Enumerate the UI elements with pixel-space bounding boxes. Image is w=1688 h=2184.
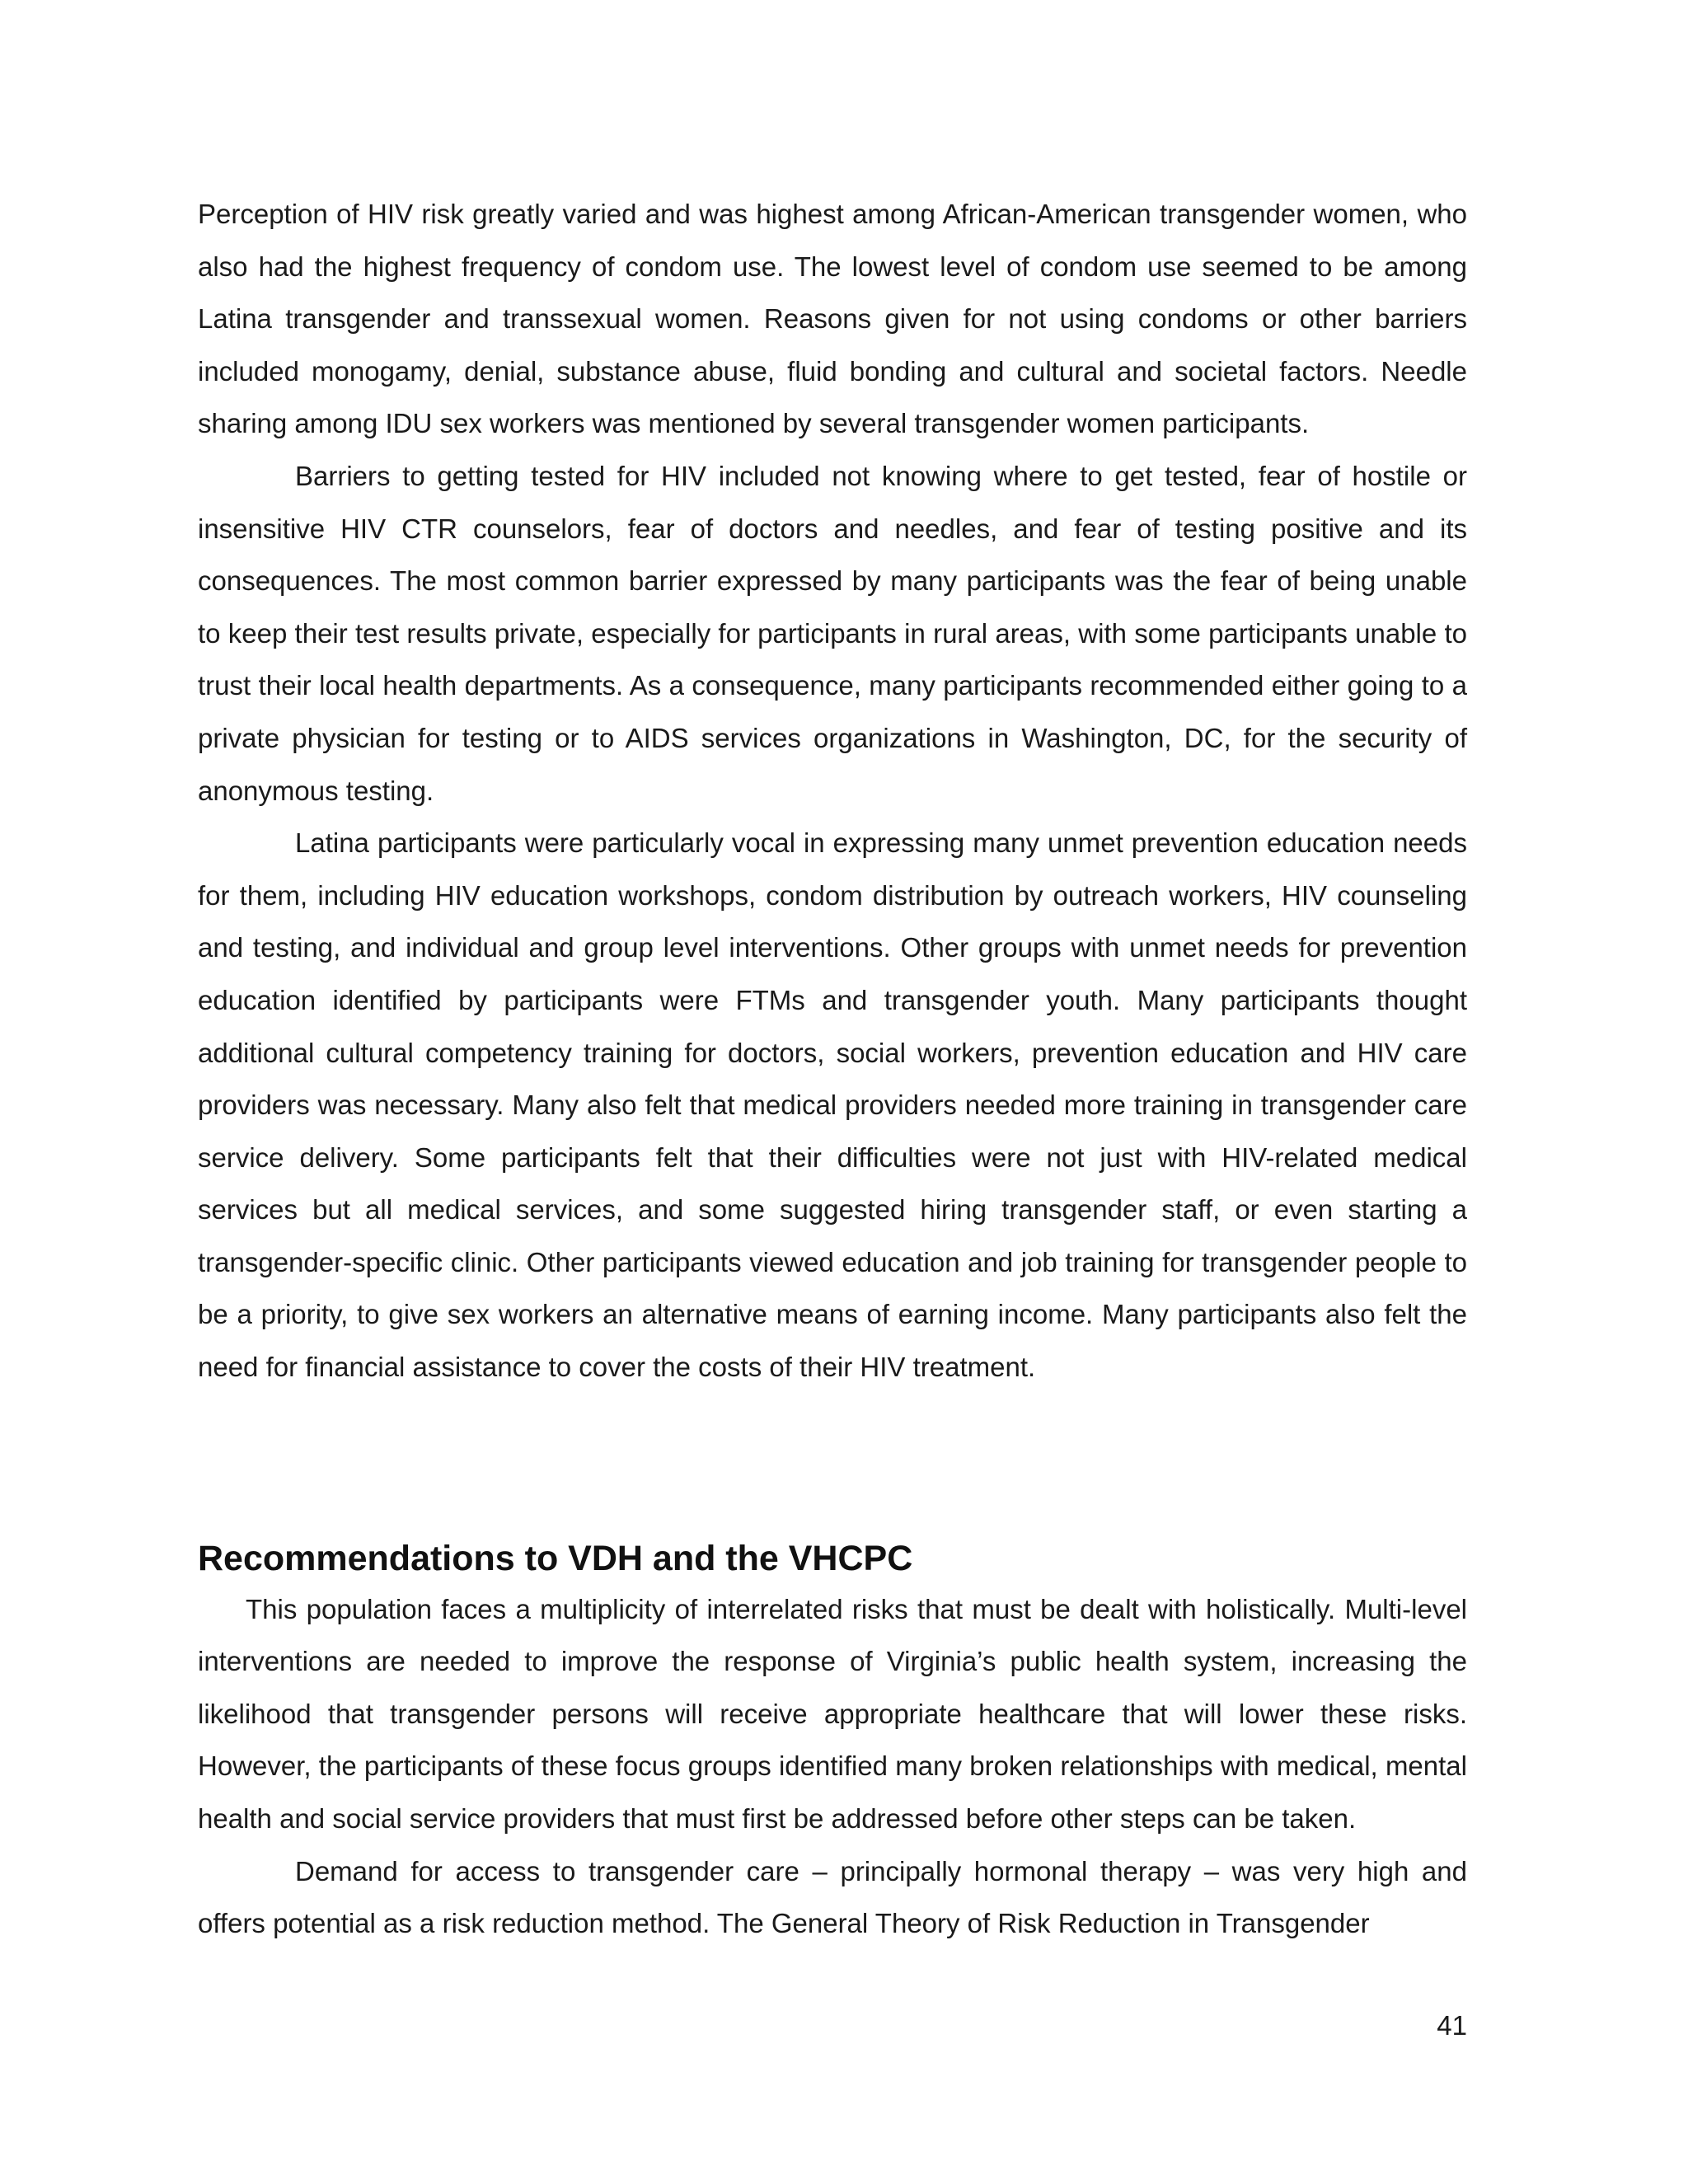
page-number: 41: [1437, 2010, 1467, 2041]
paragraph-testing-barriers: Barriers to getting tested for HIV included not knowing where to get tested, fear of hostile or insensitive HIV CTR counselors, fear of doctors and needles, and fear of testing positive and its consequences. The most common barrier expressed by many participants was the fear of being unable to keep their test results private, especially for participants in rural areas, with some participants unable to trust their local health departments. As a consequence, many participants recommended either going to a private physician for testing or to AIDS services organizations in Washington, DC, for the security of anonymous testing.: [198, 460, 1467, 806]
paragraph-transgender-care-demand: Demand for access to transgender care – principally hormonal therapy – was very high and offers potential as a risk reduction method. The General Theory of Risk Reduction in Transgender: [198, 1855, 1467, 1939]
paragraph-prevention-needs: Latina participants were particularly vocal in expressing many unmet prevention education needs for them, including HIV education workshops, condom distribution by outreach workers, HIV counseling and testing, and individual and group level interventions. Other groups with unmet needs for prevention education identified by participants were FTMs and transgender youth. Many participants thought additional cultural competency training for doctors, social workers, prevention education and HIV care providers was necessary. Many also felt that medical providers needed more training in transgender care service delivery. Some participants felt that their difficulties were not just with HIV-related medical services but all medical services, and some suggested hiring transgender staff, or even starting a transgender-specific clinic. Other participants viewed education and job training for transgender people to be a priority, to give sex workers an alternative means of earning income. Many participants also felt the need for financial assistance to cover the costs of their HIV treatment.: [198, 827, 1467, 1383]
paragraph-hiv-risk-perception: Perception of HIV risk greatly varied and was highest among African-American transgender women, who also had the highest frequency of condom use. The lowest level of condom use seemed to be among Latina transgender and transsexual women. Reasons given for not using condoms or other barriers included monogamy, denial, substance abuse, fluid bonding and cultural and societal factors. Needle sharing among IDU sex workers was mentioned by several transgender women participants.: [198, 199, 1467, 439]
paragraph-population-risks: This population faces a multiplicity of interrelated risks that must be dealt with holistically. Multi-level interventions are needed to improve the response of Virginia’s public health system, increasing the likelihood that transgender persons will receive appropriate healthcare that will lower these risks. However, the participants of these focus groups identified many broken relationships with medical, mental health and social service providers that must first be addressed before other steps can be taken.: [198, 1593, 1467, 1835]
section-heading-recommendations: Recommendations to VDH and the VHCPC: [198, 1538, 913, 1578]
page-content: [198, 188, 1467, 1950]
